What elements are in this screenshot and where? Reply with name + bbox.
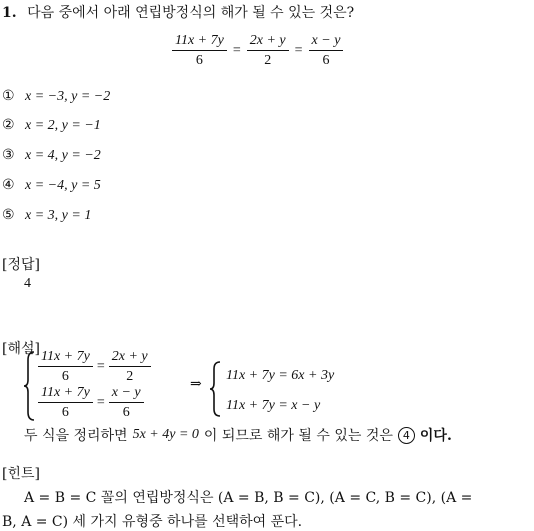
choice-text: x = 3, y = 1 [25, 208, 92, 223]
system-2-row-2: 11x + 7y = x − y [226, 398, 321, 413]
fraction: $\frac{11x + 7y}{6}$ [38, 350, 93, 384]
question-line [2, 2, 354, 22]
implies-arrow: ⇒ [190, 377, 202, 392]
fraction-3: $\frac{x - y}{6}$ [309, 34, 344, 68]
system-2-row-1: 11x + 7y = 6x + 3y [226, 368, 335, 383]
choice-mark: ④ [2, 177, 15, 193]
question-text: 다음 중에서 아래 연립방정식의 해가 될 수 있는 것은? [27, 5, 355, 21]
choice-mark: ③ [2, 147, 15, 163]
choice-2[interactable] [2, 117, 101, 134]
choice-text: x = −4, y = 5 [25, 178, 101, 193]
equals-sign: = [96, 395, 105, 410]
equals-sign: = [294, 43, 303, 58]
question-equation [172, 34, 343, 68]
explanation-label: [해설] [2, 341, 40, 357]
fraction: $\frac{2x + y}{2}$ [109, 350, 151, 384]
choice-text: x = 4, y = −2 [25, 148, 101, 163]
left-brace-icon [22, 350, 36, 422]
choice-3[interactable] [2, 147, 101, 164]
hint-line-2: B, A = C) 세 가지 유형중 하나를 선택하여 푼다. [2, 514, 303, 530]
equals-sign: = [96, 359, 105, 374]
fraction-2: $\frac{2x + y}{2}$ [247, 34, 289, 68]
fraction-1: $\frac{11x + 7y}{6}$ [172, 34, 227, 68]
circled-answer: 4 [398, 427, 415, 444]
hint-line-1: A = B = C 꼴의 연립방정식은 (A = B, B = C), (A = C, B = C), (A = [24, 490, 473, 506]
conclusion-equation: 5x + 4y = 0 [132, 427, 199, 442]
choice-5[interactable] [2, 207, 91, 224]
choice-mark: ⑤ [2, 207, 15, 223]
choice-mark: ② [2, 117, 15, 133]
equals-sign: = [232, 43, 241, 58]
choice-4[interactable] [2, 177, 101, 194]
choice-1[interactable] [2, 88, 110, 105]
answer-value: 4 [24, 276, 31, 291]
conclusion-text: 이다. [419, 428, 452, 444]
fraction: $\frac{11x + 7y}{6}$ [38, 386, 93, 420]
system-1-row-1 [38, 350, 151, 384]
left-brace-icon [208, 360, 222, 418]
conclusion-text: 두 식을 정리하면 [24, 428, 128, 444]
question-number: 1. [2, 5, 17, 21]
choice-mark: ① [2, 88, 15, 104]
conclusion-text: 이 되므로 해가 될 수 있는 것은 [203, 428, 393, 444]
system-1-row-2 [38, 386, 144, 420]
fraction: $\frac{x - y}{6}$ [109, 386, 144, 420]
explanation-conclusion [24, 425, 452, 445]
answer-label: [정답] [2, 257, 40, 273]
hint-label: [힌트] [2, 466, 40, 482]
choice-text: x = −3, y = −2 [25, 89, 111, 104]
choice-text: x = 2, y = −1 [25, 118, 101, 133]
